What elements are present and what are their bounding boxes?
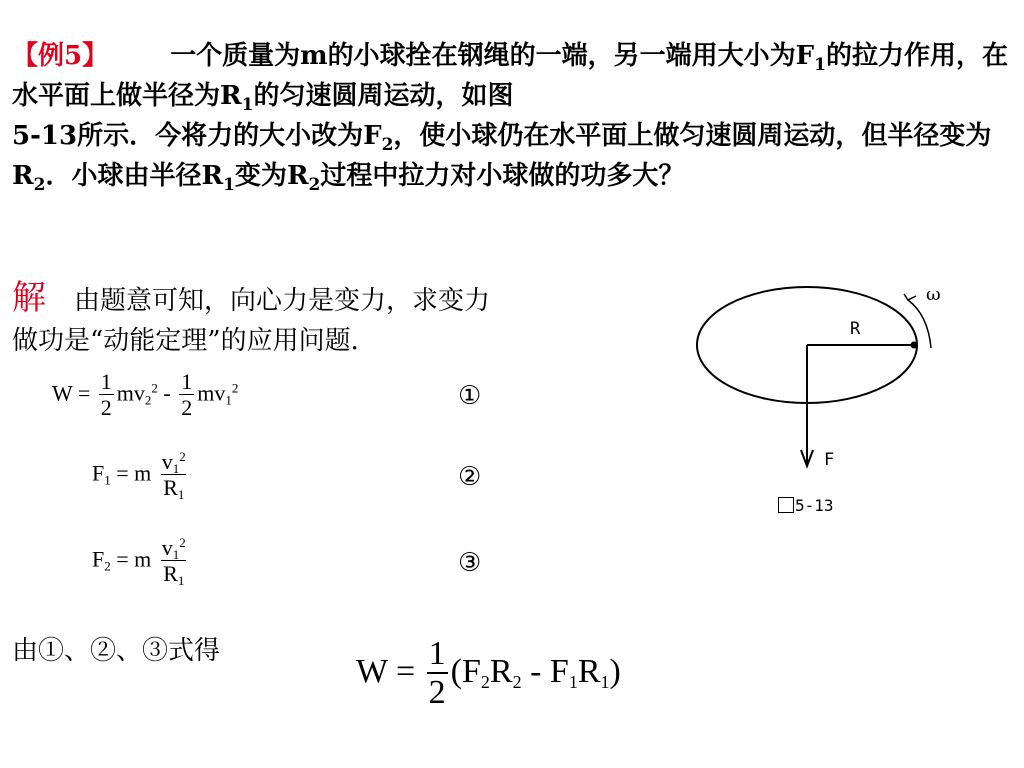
rotation-arrowhead bbox=[904, 294, 916, 300]
equation-3-marker: ③ bbox=[458, 548, 482, 578]
fraction-half: $\frac{1}{2}$ bbox=[100, 369, 112, 420]
solution-intro: 解 由题意可知，向心力是变力，求变力 做功是“动能定理”的应用问题． bbox=[12, 278, 491, 356]
fraction-half: $\frac{1}{2}$ bbox=[428, 635, 446, 711]
fraction-v-over-r: $\frac{v_1^2}{R_1}$ bbox=[161, 535, 186, 588]
equation-1-marker: ① bbox=[458, 381, 482, 411]
ball bbox=[911, 342, 918, 349]
equation-2-marker: ② bbox=[458, 462, 482, 492]
fraction-half: $\frac{1}{2}$ bbox=[181, 369, 193, 420]
figure-caption: 5-13 bbox=[778, 496, 834, 515]
label-f: F bbox=[824, 450, 835, 470]
label-r: R bbox=[850, 319, 861, 339]
equation-1: W = $\frac{1}{2}$ $mv_2^2$ - $\frac{1}{2}$ $mv_1^2$ bbox=[52, 369, 239, 420]
solution-keyword: 解 bbox=[12, 278, 46, 318]
problem-text: 【例5】 一个质量为m的小球拴在钢绳的一端，另一端用大小为$F_1$的拉力作用，在水平面上做半径为$R_1$的匀速圆周运动，如图 5-13所示．今将力的大小改为$F_2$，使小球仍在水平面上做匀速圆周运动，但半径变为$R_2$．小球由半径$R_1$变为$R_2$过程中拉力对小球做的功多大？ bbox=[12, 41, 1008, 195]
equation-3: $F_2 = m$ $\frac{v_1^2}{R_1}$ bbox=[92, 535, 186, 588]
fraction-v-over-r: $\frac{v_1^2}{R_1}$ bbox=[161, 449, 186, 502]
equation-2: $F_1 = m$ $\frac{v_1^2}{R_1}$ bbox=[92, 449, 186, 502]
example-tag: 【例5】 bbox=[12, 41, 109, 71]
figure-caption-icon bbox=[778, 497, 794, 513]
rotation-arc bbox=[908, 300, 931, 348]
label-omega: ω bbox=[926, 284, 941, 305]
conclusion-text: 由①、②、③式得 bbox=[12, 636, 221, 666]
final-equation: W = $\frac{1}{2}$ $(F_2R_2 - F_1R_1)$ bbox=[356, 635, 621, 711]
circular-motion-figure bbox=[690, 270, 1020, 530]
